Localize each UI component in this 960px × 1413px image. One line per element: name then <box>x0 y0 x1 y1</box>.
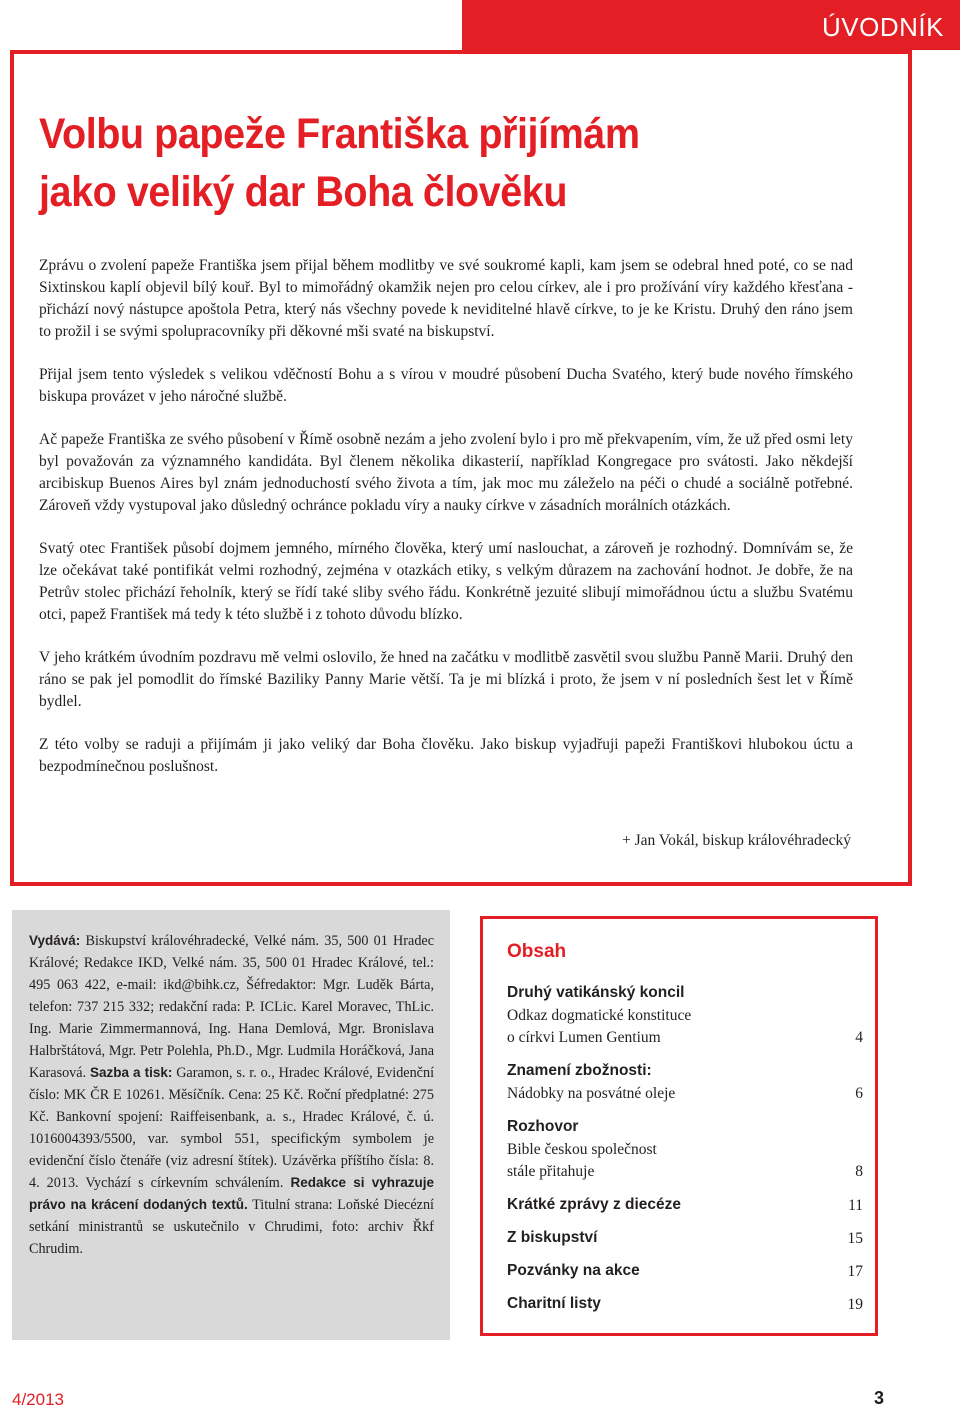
rights-label: Redakce si vyhrazuje právo na krácení dodaných textů. <box>29 1175 435 1212</box>
article-paragraph: V jeho krátkém úvodním pozdravu mě velmi oslovilo, že hned na začátku v modlitbě zasvětil svou službu Panně Marii. Druhý den ráno se pak jel pomodlit do římské Baziliky Panny Marie větší. Ta je mi blízká i proto, že jsem v ní posledních šest let v Římě bydlel. <box>39 649 853 710</box>
signature: + Jan Vokál, biskup královéhradecký <box>622 832 851 849</box>
section-label: ÚVODNÍK <box>822 12 944 42</box>
page-title <box>39 105 812 221</box>
toc-title: Obsah <box>507 941 567 962</box>
toc-category: Druhý vatikánský koncil <box>507 984 685 1001</box>
toc-category: Pozvánky na akce <box>507 1262 640 1279</box>
toc-page-number: 8 <box>855 1163 863 1180</box>
toc-entry[interactable] <box>507 981 863 1049</box>
imprint-text <box>12 912 450 1260</box>
article-body <box>39 255 853 799</box>
toc-category: Znamení zbožnosti: <box>507 1062 652 1079</box>
toc-subtitle: Nádobky na posvátné oleje <box>507 1085 676 1102</box>
title-line-1: Volbu papeže Františka přijímám <box>39 110 640 158</box>
toc-page-number: 19 <box>847 1296 863 1313</box>
article-paragraph: Přijal jsem tento výsledek s velikou vděčností Bohu a s vírou v moudré působení Ducha Svatého, který bude nového římského biskupa provázet v jeho náročné službě. <box>39 366 853 405</box>
title-line-2: jako veliký dar Boha člověku <box>39 168 568 216</box>
section-tab <box>462 0 960 50</box>
toc-subtitle: Bible českou společnost <box>507 1141 657 1158</box>
imprint-box <box>12 910 450 1340</box>
toc-entry[interactable] <box>507 1059 863 1105</box>
page-number: 3 <box>873 1388 884 1408</box>
typeset-label: Sazba a tisk: <box>89 1065 173 1080</box>
table-of-contents <box>480 916 878 1336</box>
publisher-text: Biskupství královéhradecké, Velké nám. 35, 500 01 Hradec Králové; Redakce IKD, Velké nám. 35, 500 01 Hradec Králové, tel.: 495 063 422, e-mail: ikd@bihk.cz, Šéfredaktor: Mgr. Luděk Bárta, telefon: 737 215 332; redakční rada: P. ICLic. Karel Moravec, ThLic. Ing. Marie Zimmermannová, Ing. Hana Demlová, Mgr. Bronislava Halbrštátová, Mgr. Petr Polehla, Ph.D., Mgr. Ludmila Horáčková, Jana Karasová. <box>29 933 435 1081</box>
toc-entry[interactable] <box>507 1226 863 1250</box>
toc-list <box>507 981 863 1325</box>
toc-entry[interactable] <box>507 1115 863 1183</box>
article-paragraph: Zprávu o zvolení papeže Františka jsem přijal během modlitby ve své soukromé kapli, kam jsem se odebral hned poté, co se nad Sixtinskou kaplí objevil bílý kouř. Byl to mimořádný okamžik nejen pro celou církev, ale i pro prožívání víry každého křesťana - přichází nový nástupce apoštola Petra, který nás všechny povede k neviditelné hlavě církve, to je ke Kristu. Druhý den ráno jsem to prožil i se svými spolupracovníky při děkovné mši svaté na biskupství. <box>39 257 853 340</box>
toc-entry[interactable] <box>507 1292 863 1316</box>
toc-page-number: 15 <box>847 1230 863 1247</box>
toc-page-number: 6 <box>855 1085 863 1102</box>
toc-subtitle: Odkaz dogmatické konstituce <box>507 1007 692 1024</box>
article-paragraph: Ač papeže Františka ze svého působení v Římě osobně nezám a jeho zvolení bylo i pro mě překvapením, vím, že už před osmi lety byl považován za významného kandidáta. Byl členem několika dikasterií, například Kongregace pro svátosti. Jako někdejší arcibiskup Buenos Aires byl znám jednoduchostí svého života a tím, jak moc mu záleželo na péči o chudé a sociálně potřebné. Zároveň vždy vystupoval jako důsledný ochránce pokladu víry a nauky církve v zásadních morálních otázkách. <box>39 431 853 514</box>
typeset-text: Garamon, s. r. o., Hradec Králové, Evidenční číslo: MK ČR E 10261. Měsíčník. Cena: 25 Kč. Roční předplatné: 275 Kč. Bankovní spojení: Raiffeisenbank, a. s., Hradec Králové, č. ú. 1016004393/5500, var. symbol 551, specifickým symbolem je evidenční číslo čtenáře (viz adresní štítek). Uzávěrka příštího čísla: 8. 4. 2013. Vychází s církevním schválením. <box>29 1065 435 1191</box>
toc-category: Krátké zprávy z diecéze <box>507 1196 682 1213</box>
article-paragraph: Z této volby se raduji a přijímám ji jako veliký dar Boha člověku. Jako biskup vyjadřuji papeži Františkovi hlubokou úctu a bezpodmínečnou poslušnost. <box>39 736 853 775</box>
cover-text: Titulní strana: Loňské Diecézní setkání ministrantů se uskutečnilo v Chrudimi, foto: archiv Řkf Chrudim. <box>29 1197 434 1257</box>
toc-page-number: 17 <box>847 1263 863 1280</box>
toc-category: Charitní listy <box>507 1295 601 1312</box>
article-paragraph: Svatý otec František působí dojmem jemného, mírného člověka, který umí naslouchat, a zároveň je rozhodný. Domnívám se, že lze očekávat také pontifikát velmi rozhodný, zejména v otazkách etiky, s velkým důrazem na zachování hodnot. Je dobře, že na Petrův stolec přichází řeholník, který se řídí také sliby svého řádu. Konkrétně jezuité slibují mimořádnou úctu a službu Svatému otci, papež František má tedy k této službě i z tohoto důvodu blízko. <box>39 540 853 623</box>
toc-subtitle: o církvi Lumen Gentium <box>507 1029 661 1046</box>
toc-page-number: 4 <box>855 1029 863 1046</box>
toc-entry[interactable] <box>507 1193 863 1217</box>
toc-entry[interactable] <box>507 1259 863 1283</box>
issue-number: 4/2013 <box>12 1390 64 1409</box>
toc-subtitle: stále přitahuje <box>507 1163 595 1180</box>
toc-page-number: 11 <box>848 1197 863 1214</box>
toc-category: Z biskupství <box>507 1229 598 1246</box>
toc-category: Rozhovor <box>507 1118 579 1135</box>
publisher-label: Vydává: <box>29 933 81 948</box>
